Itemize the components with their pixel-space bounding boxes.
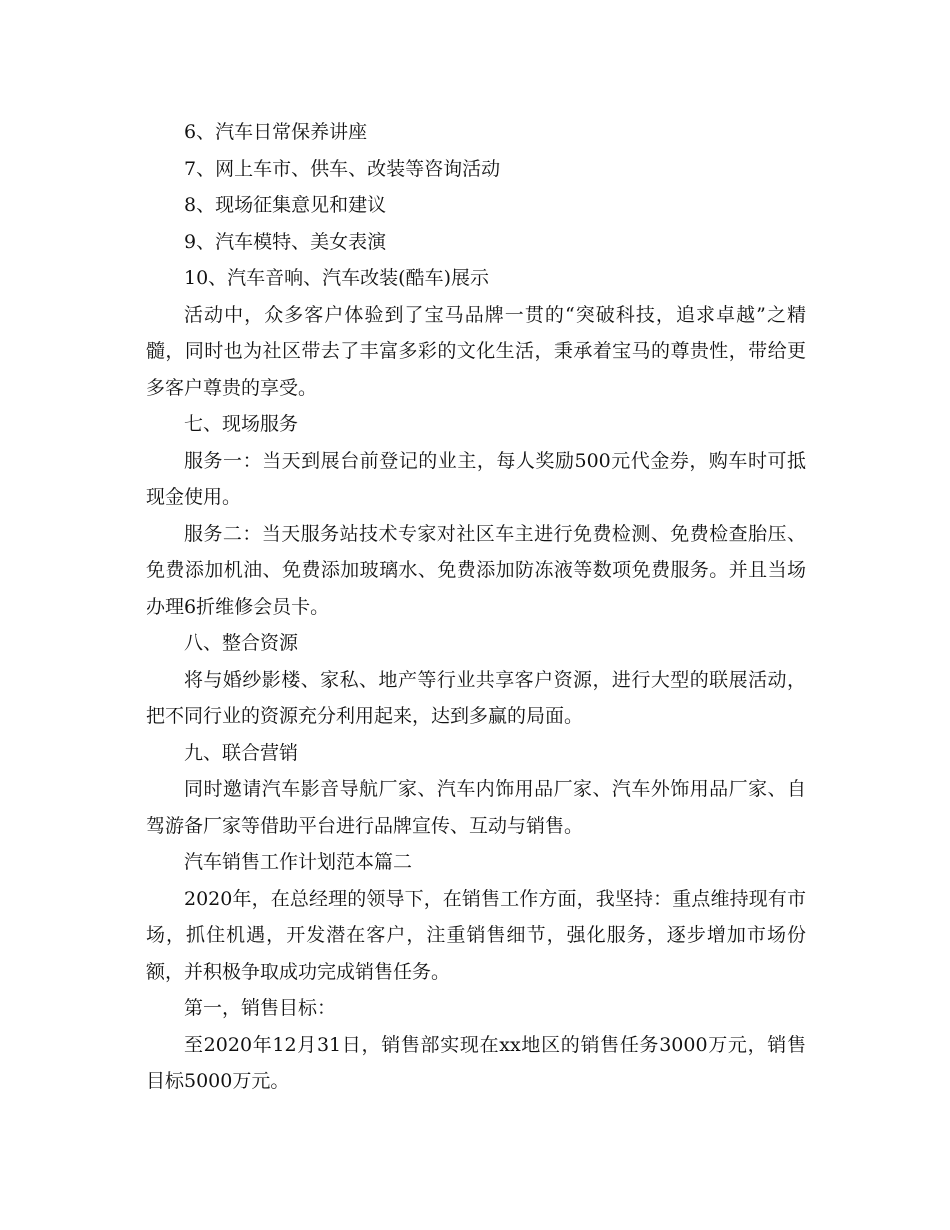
article-title-part-two: 汽车销售工作计划范本篇二 [184,851,413,873]
list-item-6: 6、汽车日常保养讲座 [184,121,368,143]
paragraph-integrate-resources: 将与婚纱影楼、家私、地产等行业共享客户资源，进行大型的联展活动，把不同行业的资源充分利用起来，达到多赢的局面。 [146,668,806,727]
section-heading-joint-marketing: 九、联合营销 [184,741,299,764]
paragraph-service-two: 服务二：当天服务站技术专家对社区车主进行免费检测、免费检查胎压、免费添加机油、免费添加玻璃水、免费添加防冻液等数项免费服务。并且当场办理6折维修会员卡。 [146,522,806,618]
list-item-8: 8、现场征集意见和建议 [184,194,387,216]
paragraph-activity-summary: 活动中，众多客户体验到了宝马品牌一贯的“突破科技，追求卓越”之精髓，同时也为社区带去了丰富多彩的文化生活，秉承着宝马的尊贵性，带给更多客户尊贵的享受。 [146,303,806,399]
paragraph-2020-plan: 2020年，在总经理的领导下，在销售工作方面，我坚持：重点维持现有市场，抓住机遇，开发潜在客户，注重销售细节，强化服务，逐步增加市场份额，并积极争取成功完成销售任务。 [146,887,806,983]
section-heading-integrate-resources: 八、整合资源 [184,632,299,654]
list-item-7: 7、网上车市、供车、改装等咨询活动 [184,157,501,180]
paragraph-service-one: 服务一：当天到展台前登记的业主，每人奖励500元代金券，购车时可抵现金使用。 [146,449,806,508]
paragraph-sales-target: 至2020年12月31日，销售部实现在xx地区的销售任务3000万元，销售目标5000万元。 [146,1033,806,1092]
section-heading-onsite-service: 七、现场服务 [184,413,299,435]
paragraph-joint-marketing: 同时邀请汽车影音导航厂家、汽车内饰用品厂家、汽车外饰用品厂家、自驾游备厂家等借助平台进行品牌宣传、互动与销售。 [146,778,806,837]
section-heading-sales-target: 第一，销售目标： [184,997,337,1019]
list-item-9: 9、汽车模特、美女表演 [184,230,387,253]
list-item-10: 10、汽车音响、汽车改装(酷车)展示 [184,267,490,289]
document-body [146,114,806,1100]
